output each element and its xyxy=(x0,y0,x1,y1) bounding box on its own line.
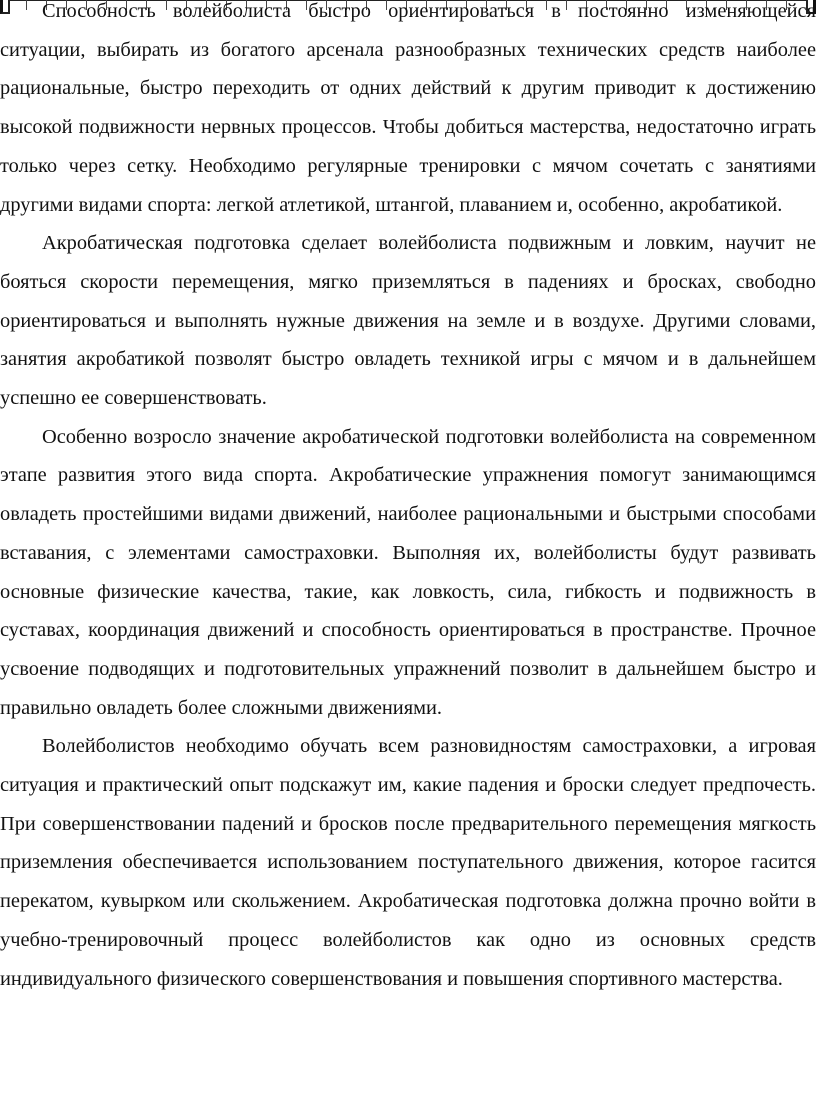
paragraph-1: Способность волейболиста быстро ориентироваться в постоянно изменяющейся ситуации, выбирать из богатого арсенала разнообразных технических средств наиболее рациональные, быстро переходить от одних действий к другим приводит к достижению высокой подвижности нервных процессов. Чтобы добиться мастерства, недостаточно играть только через сетку. Необходимо регулярные тренировки с мячом сочетать с занятиями другими видами спорта: легкой атлетикой, штангой, плаванием и, особенно, акробатикой. xyxy=(0,0,816,216)
paragraph-2: Акробатическая подготовка сделает волейболиста подвижным и ловким, научит не бояться скорости перемещения, мягко приземляться в падениях и бросках, свободно ориентироваться и выполнять нужные движения на земле и в воздухе. Другими словами, занятия акробатикой позволят быстро овладеть техникой игры с мячом и в дальнейшем успешно ее совершенствовать. xyxy=(0,232,816,410)
paragraph-4: Волейболистов необходимо обучать всем разновидностям самостраховки, а игровая ситуация и практический опыт подскажут им, какие падения и броски следует предпочесть. При совершенствовании падений и бросков после предварительного перемещения мягкость приземления обеспечивается использованием поступательного движения, которое гасится перекатом, кувырком или скольжением. Акробатическая подготовка должна прочно войти в учебно-тренировочный процесс волейболистов как одно из основных средств индивидуального физического совершенствования и повышения спортивного мастерства. xyxy=(0,735,816,990)
paragraph-3: Особенно возросло значение акробатической подготовки волейболиста на современном этапе развития этого вида спорта. Акробатические упражнения помогут занимающимся овладеть простейшими видами движений, наиболее рациональными и быстрыми способами вставания, с элементами самостраховки. Выполняя их, волейболисты будут развивать основные физические качества, такие, как ловкость, сила, гибкость и подвижность в суставах, координация движений и способность ориентироваться в пространстве. Прочное усвоение подводящих и подготовительных упражнений позволит в дальнейшем быстро и правильно овладеть более сложными движениями. xyxy=(0,425,816,719)
